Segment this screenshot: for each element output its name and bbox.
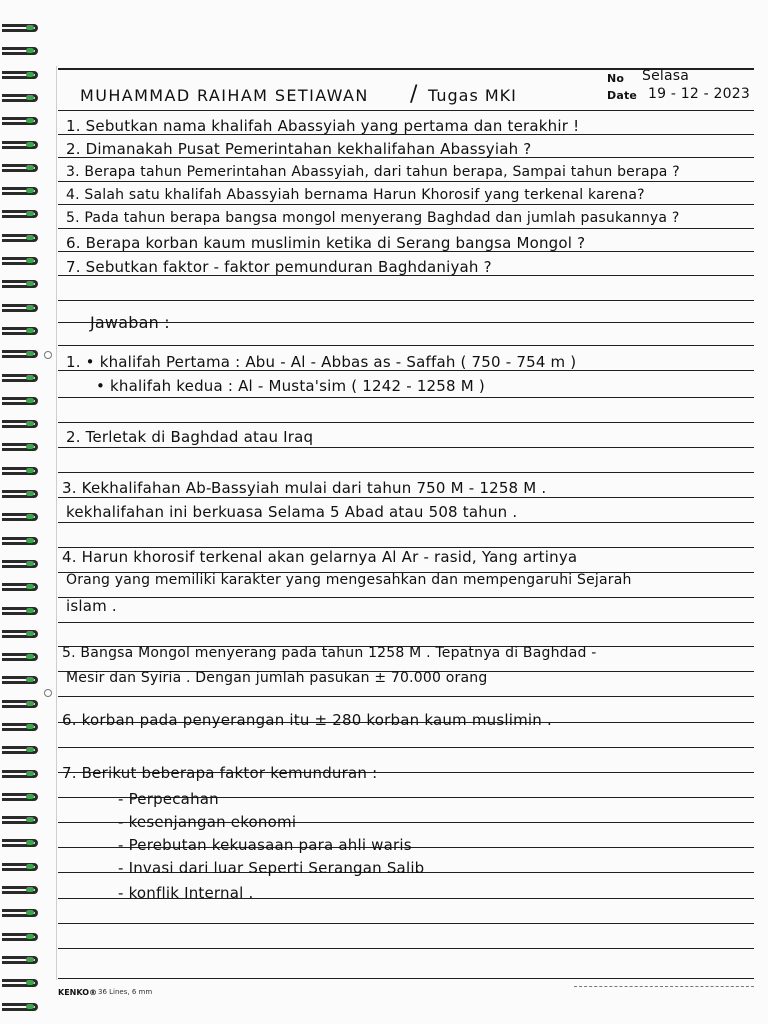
ruled-line xyxy=(58,622,754,623)
spiral-coil xyxy=(2,418,42,432)
ruled-line xyxy=(58,472,754,473)
date-label: Date xyxy=(607,89,638,102)
date-value: 19 - 12 - 2023 xyxy=(648,86,750,102)
coil-highlight xyxy=(26,48,34,53)
spiral-coil xyxy=(2,931,42,945)
coil-highlight xyxy=(26,747,34,752)
coil-highlight xyxy=(26,677,34,682)
answer-4-line-1: 4. Harun khorosif terkenal akan gelarnya Al Ar - rasid, Yang artinya xyxy=(62,548,578,566)
answers-heading: Jawaban : xyxy=(90,313,170,332)
answer-3-line-2: kekhalifahan ini berkuasa Selama 5 Abad atau 508 tahun . xyxy=(66,503,518,521)
spiral-coil xyxy=(2,208,42,222)
spiral-coil xyxy=(2,348,42,362)
ruled-line xyxy=(58,345,754,346)
coil-highlight xyxy=(26,328,34,333)
spiral-coil xyxy=(2,884,42,898)
spiral-coil xyxy=(2,651,42,665)
question-5: 5. Pada tahun berapa bangsa mongol menyerang Baghdad dan jumlah pasukannya ? xyxy=(66,210,680,226)
answer-7-item-3: - Perebutan kekuasaan para ahli waris xyxy=(118,836,412,854)
header-separator: / xyxy=(410,82,418,107)
ruled-line xyxy=(58,696,754,697)
coil-highlight xyxy=(26,724,34,729)
coil-highlight xyxy=(26,421,34,426)
coil-highlight xyxy=(26,654,34,659)
spiral-coil xyxy=(2,69,42,83)
spiral-coil xyxy=(2,721,42,735)
spiral-coil xyxy=(2,954,42,968)
coil-highlight xyxy=(26,258,34,263)
answer-7-item-2: - kesenjangan ekonomi xyxy=(118,813,297,831)
ruled-line xyxy=(58,923,754,924)
spiral-coil xyxy=(2,185,42,199)
answer-7-heading: 7. Berikut beberapa faktor kemunduran : xyxy=(62,764,378,782)
answer-4-line-2: Orang yang memiliki karakter yang mengesahkan dan mempengaruhi Sejarah xyxy=(66,572,632,588)
coil-highlight xyxy=(26,887,34,892)
answer-4-line-3: islam . xyxy=(66,597,117,615)
answer-2-line-1: 2. Terletak di Baghdad atau Iraq xyxy=(66,428,314,446)
answer-1-line-2: • khalifah kedua : Al - Musta'sim ( 1242 - 1258 M ) xyxy=(96,377,485,395)
ruled-line xyxy=(58,497,754,498)
coil-highlight xyxy=(26,817,34,822)
coil-highlight xyxy=(26,491,34,496)
coil-highlight xyxy=(26,840,34,845)
answer-6-line-1: 6. korban pada penyerangan itu ± 280 korban kaum muslimin . xyxy=(62,711,552,729)
coil-highlight xyxy=(26,235,34,240)
coil-highlight xyxy=(26,1004,34,1009)
spiral-binding xyxy=(0,0,46,1024)
coil-highlight xyxy=(26,351,34,356)
coil-highlight xyxy=(26,794,34,799)
ruled-line xyxy=(58,204,754,205)
answer-7-item-5: - konflik Internal . xyxy=(118,884,254,902)
coil-highlight xyxy=(26,514,34,519)
question-6: 6. Berapa korban kaum muslimin ketika di Serang bangsa Mongol ? xyxy=(66,234,586,252)
ruled-line xyxy=(58,228,754,229)
spiral-coil xyxy=(2,511,42,525)
no-value: Selasa xyxy=(642,68,690,84)
coil-highlight xyxy=(26,281,34,286)
spiral-coil xyxy=(2,255,42,269)
spiral-coil xyxy=(2,92,42,106)
spiral-coil xyxy=(2,139,42,153)
ruled-line xyxy=(58,422,754,423)
subject-title: Tugas MKI xyxy=(428,86,517,105)
punch-hole xyxy=(44,689,52,697)
no-label: No xyxy=(607,72,625,85)
question-2: 2. Dimanakah Pusat Pemerintahan kekhalifahan Abassyiah ? xyxy=(66,140,532,158)
ruled-line xyxy=(58,978,754,979)
paper-spec: 36 Lines, 6 mm xyxy=(98,988,153,996)
coil-highlight xyxy=(26,165,34,170)
ruled-line xyxy=(58,181,754,182)
spiral-coil xyxy=(2,162,42,176)
answer-5-line-1: 5. Bangsa Mongol menyerang pada tahun 1258 M . Tepatnya di Baghdad - xyxy=(62,645,597,661)
spiral-coil xyxy=(2,115,42,129)
punch-hole xyxy=(44,351,52,359)
spiral-coil xyxy=(2,278,42,292)
coil-highlight xyxy=(26,305,34,310)
coil-highlight xyxy=(26,631,34,636)
spiral-coil xyxy=(2,768,42,782)
spiral-coil xyxy=(2,581,42,595)
coil-highlight xyxy=(26,25,34,30)
coil-highlight xyxy=(26,980,34,985)
margin-line xyxy=(56,66,57,980)
question-4: 4. Salah satu khalifah Abassyiah bernama Harun Khorosif yang terkenal karena? xyxy=(66,187,645,203)
spiral-coil xyxy=(2,488,42,502)
coil-highlight xyxy=(26,398,34,403)
brand-logo: KENKO® xyxy=(58,988,97,997)
ruled-line xyxy=(58,597,754,598)
coil-highlight xyxy=(26,771,34,776)
spiral-coil xyxy=(2,372,42,386)
answer-3-line-1: 3. Kekhalifahan Ab-Bassyiah mulai dari tahun 750 M - 1258 M . xyxy=(62,479,547,497)
spiral-coil xyxy=(2,1001,42,1015)
spiral-coil xyxy=(2,302,42,316)
answer-1-line-1: 1. • khalifah Pertama : Abu - Al - Abbas as - Saffah ( 750 - 754 m ) xyxy=(66,353,577,371)
spiral-coil xyxy=(2,395,42,409)
spiral-coil xyxy=(2,558,42,572)
ruled-line xyxy=(58,522,754,523)
coil-highlight xyxy=(26,561,34,566)
spiral-coil xyxy=(2,535,42,549)
question-1: 1. Sebutkan nama khalifah Abassyiah yang pertama dan terakhir ! xyxy=(66,117,580,135)
spiral-coil xyxy=(2,814,42,828)
spiral-coil xyxy=(2,861,42,875)
footer-dashed-line xyxy=(574,986,754,987)
coil-highlight xyxy=(26,95,34,100)
spiral-coil xyxy=(2,977,42,991)
spiral-coil xyxy=(2,232,42,246)
answer-7-item-4: - Invasi dari luar Seperti Serangan Salib xyxy=(118,859,425,877)
coil-highlight xyxy=(26,957,34,962)
coil-highlight xyxy=(26,142,34,147)
ruled-line xyxy=(58,747,754,748)
coil-highlight xyxy=(26,910,34,915)
coil-highlight xyxy=(26,444,34,449)
coil-highlight xyxy=(26,584,34,589)
spiral-coil xyxy=(2,674,42,688)
spiral-coil xyxy=(2,907,42,921)
spiral-coil xyxy=(2,22,42,36)
spiral-coil xyxy=(2,698,42,712)
coil-highlight xyxy=(26,188,34,193)
ruled-line xyxy=(58,447,754,448)
spiral-coil xyxy=(2,605,42,619)
spiral-coil xyxy=(2,45,42,59)
spiral-coil xyxy=(2,628,42,642)
spiral-coil xyxy=(2,325,42,339)
coil-highlight xyxy=(26,375,34,380)
coil-highlight xyxy=(26,468,34,473)
coil-highlight xyxy=(26,701,34,706)
spiral-coil xyxy=(2,837,42,851)
ruled-line xyxy=(58,397,754,398)
ruled-line xyxy=(58,948,754,949)
ruled-line xyxy=(58,300,754,301)
coil-highlight xyxy=(26,864,34,869)
answer-7-item-1: - Perpecahan xyxy=(118,790,219,808)
answer-5-line-2: Mesir dan Syiria . Dengan jumlah pasukan ± 70.000 orang xyxy=(66,670,488,686)
spiral-coil xyxy=(2,744,42,758)
question-7: 7. Sebutkan faktor - faktor pemunduran Baghdaniyah ? xyxy=(66,258,492,276)
student-name: MUHAMMAD RAIHAM SETIAWAN xyxy=(80,86,369,105)
spiral-coil xyxy=(2,791,42,805)
spiral-coil xyxy=(2,465,42,479)
ruled-line xyxy=(58,110,754,111)
coil-highlight xyxy=(26,934,34,939)
coil-highlight xyxy=(26,118,34,123)
question-3: 3. Berapa tahun Pemerintahan Abassyiah, dari tahun berapa, Sampai tahun berapa ? xyxy=(66,164,680,180)
coil-highlight xyxy=(26,608,34,613)
spiral-coil xyxy=(2,441,42,455)
coil-highlight xyxy=(26,211,34,216)
coil-highlight xyxy=(26,538,34,543)
coil-highlight xyxy=(26,72,34,77)
